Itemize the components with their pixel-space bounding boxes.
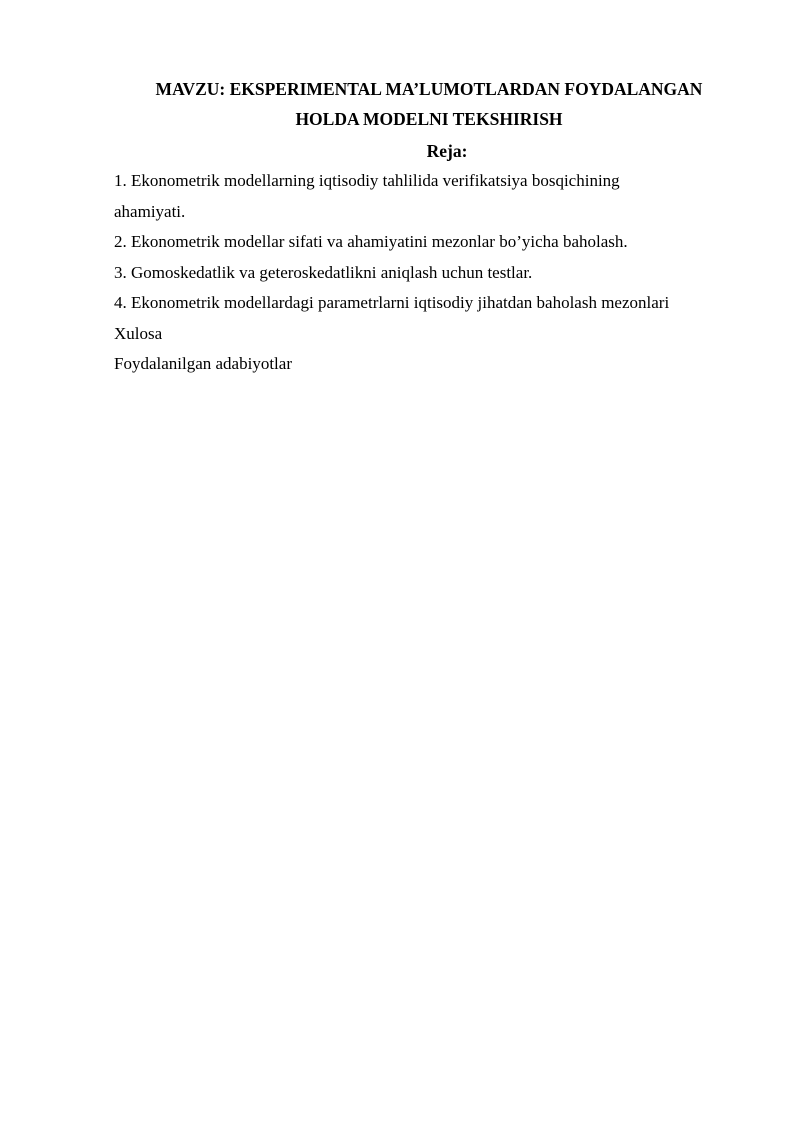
plan-item-1: 1. Ekonometrik modellarning iqtisodiy tahlilida verifikatsiya bosqichining [114,171,620,190]
document-title-line-2: HOLDA MODELNI TEKSHIRISH [295,109,563,129]
document-title-line-1: MAVZU: EKSPERIMENTAL MA’LUMOTLARDAN FOYDALANGAN [155,79,703,99]
plan-heading: Reja: [426,141,468,161]
document-content [114,74,734,380]
plan-item-3: 3. Gomoskedatlik va geteroskedatlikni aniqlash uchun testlar. [114,262,533,282]
plan-item-references: Foydalanilgan adabiyotlar [114,354,292,373]
plan-item-4: 4. Ekonometrik modellardagi parametrlarni iqtisodiy jihatdan baholash mezonlari [114,293,670,312]
plan-item-2: 2. Ekonometrik modellar sifati va ahamiyatini mezonlar bo’yicha baholash. [114,232,628,251]
plan-list [114,166,734,380]
plan-item-1-continued: ahamiyati. [114,201,186,221]
plan-item-conclusion: Xulosa [114,323,163,343]
